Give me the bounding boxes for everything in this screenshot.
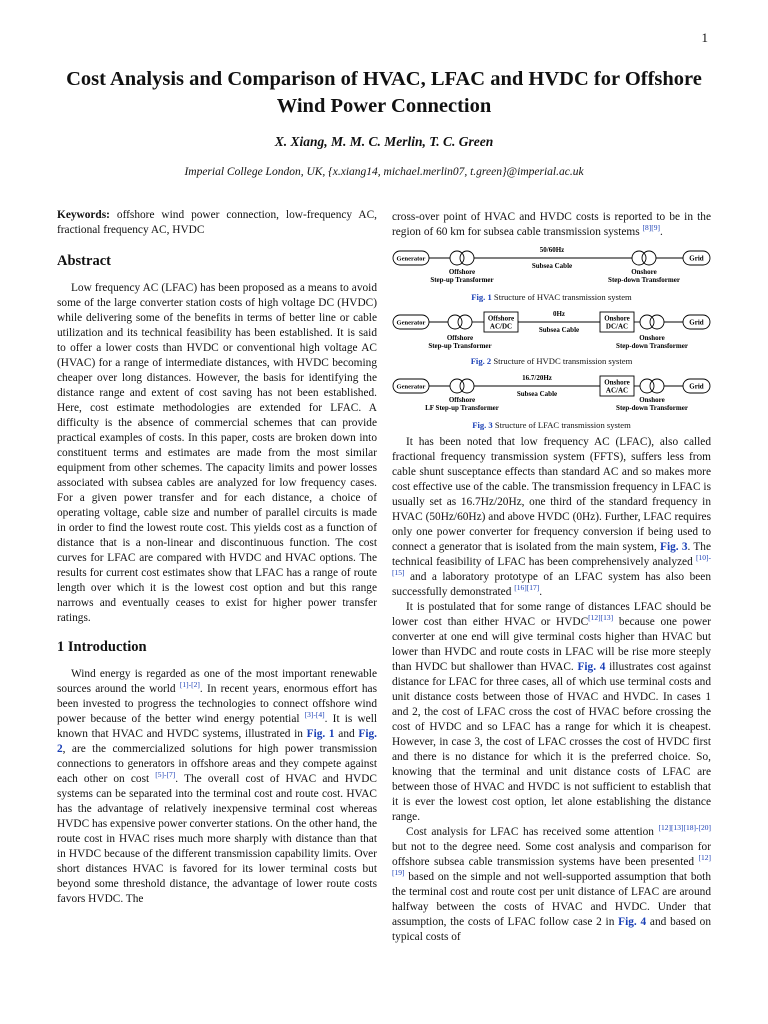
figure-link[interactable]: Fig. 4 (577, 661, 606, 673)
text-run: because one power converter at one end will give terminal costs higher than HVAC but lower than HVDC and route costs in LFAC will be rise more steeply than HVDC but shallower than HVAC. (392, 616, 711, 673)
converter-label: Onshore (604, 378, 630, 387)
text-run: Wind energy is regarded as one of the most important renewable sources around the world (57, 668, 377, 695)
text-run: but not to the degree need. Some cost analysis and comparison for offshore subsea cable transmission systems have been presented (392, 841, 711, 868)
text-run: . The technical feasibility of LFAC has been comprehensively analyzed (392, 541, 711, 568)
frequency-label: 0Hz (552, 310, 566, 318)
figure-3-caption (392, 420, 711, 431)
onshore-label: Onshore (639, 396, 665, 404)
intro-heading: 1 Introduction (57, 639, 147, 655)
citation-link[interactable]: [12][19] (392, 853, 711, 878)
transformer-icon (460, 379, 474, 393)
text-run: . It is well known that HVAC and HVDC systems, illustrated in (57, 713, 378, 740)
grid-label: Grid (689, 254, 704, 263)
citation-link[interactable]: [10]-[15] (392, 553, 711, 578)
figure-label: Fig. 3 (472, 420, 493, 430)
figure-3-diagram (392, 371, 711, 417)
text-run: illustrates cost against distance for LFAC for three cases, all of which use terminal costs and unit distance costs between those of HVAC and HVDC. In cases 1 and 2, the cost of LFAC cross the cost of HVAC before crossing the cost of HVDC and so LFAC has a range for which it is cheapest. However, in case 3, the cost of LFAC crosses the cost of HVDC first and there is no distance for which it is the preferred choice. So, knowing that the terminal and unit distance costs of LFAC are between those of HVAC and HVDC is not sufficient to establish that it is ever the lowest cost option, let alone establishing the distance range. (392, 661, 711, 823)
onshore-label: Onshore (639, 334, 665, 342)
right-paragraph-continued (392, 210, 711, 240)
grid-label: Grid (689, 318, 704, 327)
converter-label: DC/AC (605, 322, 629, 331)
caption-text: Structure of LFAC transmission system (492, 420, 631, 430)
text-run: and a laboratory prototype of an LFAC system has also been successfully demonstrated (392, 571, 711, 598)
frequency-label: 50/60Hz (539, 246, 565, 254)
left-column (57, 208, 377, 907)
figure-link[interactable]: Fig. 1 (306, 728, 335, 740)
text-run: Cost analysis for LFAC has received some attention (406, 826, 659, 838)
citation-link[interactable]: [12][13][18]-[20] (658, 823, 711, 833)
paper-title: Cost Analysis and Comparison of HVAC, LFAC and HVDC for Offshore Wind Power Connection (66, 68, 702, 117)
figure-label: Fig. 1 (471, 292, 492, 302)
keywords (57, 208, 377, 238)
offshore-label: Offshore (448, 268, 476, 276)
citation-link[interactable]: [5]-[7] (155, 770, 176, 780)
generator-label: Generator (396, 319, 426, 327)
text-run: and (334, 728, 359, 740)
onshore-label: Onshore (631, 268, 657, 276)
frequency-label: 16.7/20Hz (522, 374, 552, 382)
figure-link[interactable]: Fig. 3 (660, 541, 688, 553)
text-run: . In recent years, enormous effort has been invested to progress the technologies to connect offshore wind power because of the better wind energy potential (57, 683, 378, 725)
converter-label: Onshore (604, 314, 630, 323)
lfac-paragraph (392, 435, 711, 600)
paper-affiliation: Imperial College London, UK, {x.xiang14, michael.merlin07, t.green}@imperial.ac.uk (184, 166, 584, 178)
offshore-transformer-label: LF Step-up Transformer (425, 404, 499, 412)
caption-text: Structure of HVAC transmission system (491, 292, 632, 302)
figure-label: Fig. 2 (470, 356, 492, 366)
transformer-icon (642, 251, 656, 265)
keywords-label: Keywords: (57, 209, 110, 221)
page-number: 1 (701, 30, 708, 45)
offshore-transformer-label: Step-up Transformer (428, 342, 492, 350)
grid-label: Grid (689, 382, 704, 391)
figure-1-caption (392, 292, 711, 303)
converter-label: Offshore (487, 314, 515, 323)
text-run: . The overall cost of HVAC and HVDC systems can be separated into the terminal cost and route cost. HVAC has the advantage of relatively inexpensive terminal cost whereas HVDC has expensive power converter stations. On the other hand, the route cost in HVAC rises much more sharply with distance than that in HVDC because of the different transmission capability limits. Over short distances HVAC is favored for its lower terminal costs but beyond some threshold distance, the advantage of lower route costs favors HVDC. The (57, 773, 378, 905)
citation-link[interactable]: [8][9] (642, 223, 660, 233)
transformer-icon (650, 379, 664, 393)
transformer-icon (458, 315, 472, 329)
transformer-icon (460, 251, 474, 265)
paper-authors: X. Xiang, M. M. C. Merlin, T. C. Green (274, 134, 494, 149)
cable-label: Subsea Cable (531, 262, 573, 270)
caption-text: Structure of HVDC transmission system (491, 356, 633, 366)
generator-label: Generator (396, 383, 426, 391)
text-run: . (539, 586, 543, 598)
converter-label: AC/AC (605, 386, 629, 395)
generator-label: Generator (396, 255, 426, 263)
offshore-label: Offshore (448, 396, 476, 404)
figure-1-diagram (392, 243, 711, 289)
offshore-transformer-label: Step-up Transformer (430, 276, 494, 284)
text-run: cross-over point of HVAC and HVDC costs is reported to be in the region of 60 km for subsea cable transmission systems (392, 211, 711, 238)
onshore-transformer-label: Step-down Transformer (608, 276, 680, 284)
figure-link[interactable]: Fig. 2 (57, 728, 377, 755)
intro-paragraph (57, 667, 377, 907)
onshore-transformer-label: Step-down Transformer (616, 404, 688, 412)
text-run: and based on typical costs of (392, 916, 711, 943)
abstract-heading: Abstract (57, 253, 111, 269)
text-run: based on the simple and not well-supported assumption that both the terminal cost and route cost per unit distance of LFAC are around halfway between the costs of HVAC and HVDC. Under that assumption, the costs of LFAC follow case 2 in (392, 871, 711, 928)
citation-link[interactable]: [3]-[4] (304, 710, 325, 720)
figure-link[interactable]: Fig. 4 (618, 916, 647, 928)
abstract-text: Low frequency AC (LFAC) has been proposed as a means to avoid some of the large converter station costs of high voltage DC (HVDC) while delivering some of the benefits in terms of better line or cable utilization and its technical feasibility has been established. It is said to offer a lower costs than HVDC or conventional high voltage AC (HVAC) for a range of intermediate distances, with HVDC becoming cheaper over long distances. However, the basis for identifying the distance range and extent of cost saving has not been established. Here, cost estimate methodologies are extended for LFAC. A difficulty is the absence of commercial schemes that can provide practical examples of costs. In this paper, costs are broken down into constituent terms and estimates are made from the most similar equipment from other schemes. The capacity limits and power losses associated with subsea cables are analyzed for low frequency cases. For a given power transfer and for each distance, a choice of operating voltage, cable size and number of parallel circuits is made in order to find the lowest route cost. This yields cost as a function of distance that is a non-linear and discontinuous function. The cost curves for LFAC are compared with HVDC and HVAC options. The results for current cost estimates show that LFAC has a range of route length over which it is the lowest cost option and but this range narrows and eventually ceases to exist for higher power transfer ratings. (57, 282, 377, 624)
citation-link[interactable]: [12][13] (588, 613, 614, 623)
figure-2-caption (392, 356, 711, 367)
postulate-paragraph (392, 600, 711, 825)
right-column (392, 210, 711, 945)
cable-label: Subsea Cable (538, 326, 580, 334)
text-run: It has been noted that low frequency AC (LFAC), also called fractional frequency transmission system (FFTS), suffers less from cable shunt susceptance effects than standard AC and so makes more cost effective use of the cable. The transmission frequency in LFAC is usually set as 16.7Hz/20Hz, one third of the standard frequency in HVAC (50Hz/60Hz) and above HVDC (0Hz). Further, LFAC requires only one power converter for frequency conversion if being used to connect a generator that is isolated from the main system, (392, 436, 711, 553)
cable-label: Subsea Cable (516, 390, 558, 398)
keywords-text: offshore wind power connection, low-frequency AC, fractional frequency AC, HVDC (57, 209, 377, 236)
figure-2-diagram (392, 307, 711, 353)
offshore-label: Offshore (446, 334, 474, 342)
text-run: It is postulated that for some range of distances LFAC should be lower cost than either HVAC or HVDC (392, 601, 711, 628)
transformer-icon (650, 315, 664, 329)
onshore-transformer-label: Step-down Transformer (616, 342, 688, 350)
cost-analysis-paragraph (392, 825, 711, 945)
text-run: , are the commercialized solutions for high power transmission connections to generators in offshore areas and they compete against each other on cost (57, 743, 377, 785)
text-run: . (659, 226, 663, 238)
citation-link[interactable]: [16][17] (514, 583, 540, 593)
converter-label: AC/DC (489, 322, 513, 331)
citation-link[interactable]: [1]-[2] (179, 680, 200, 690)
